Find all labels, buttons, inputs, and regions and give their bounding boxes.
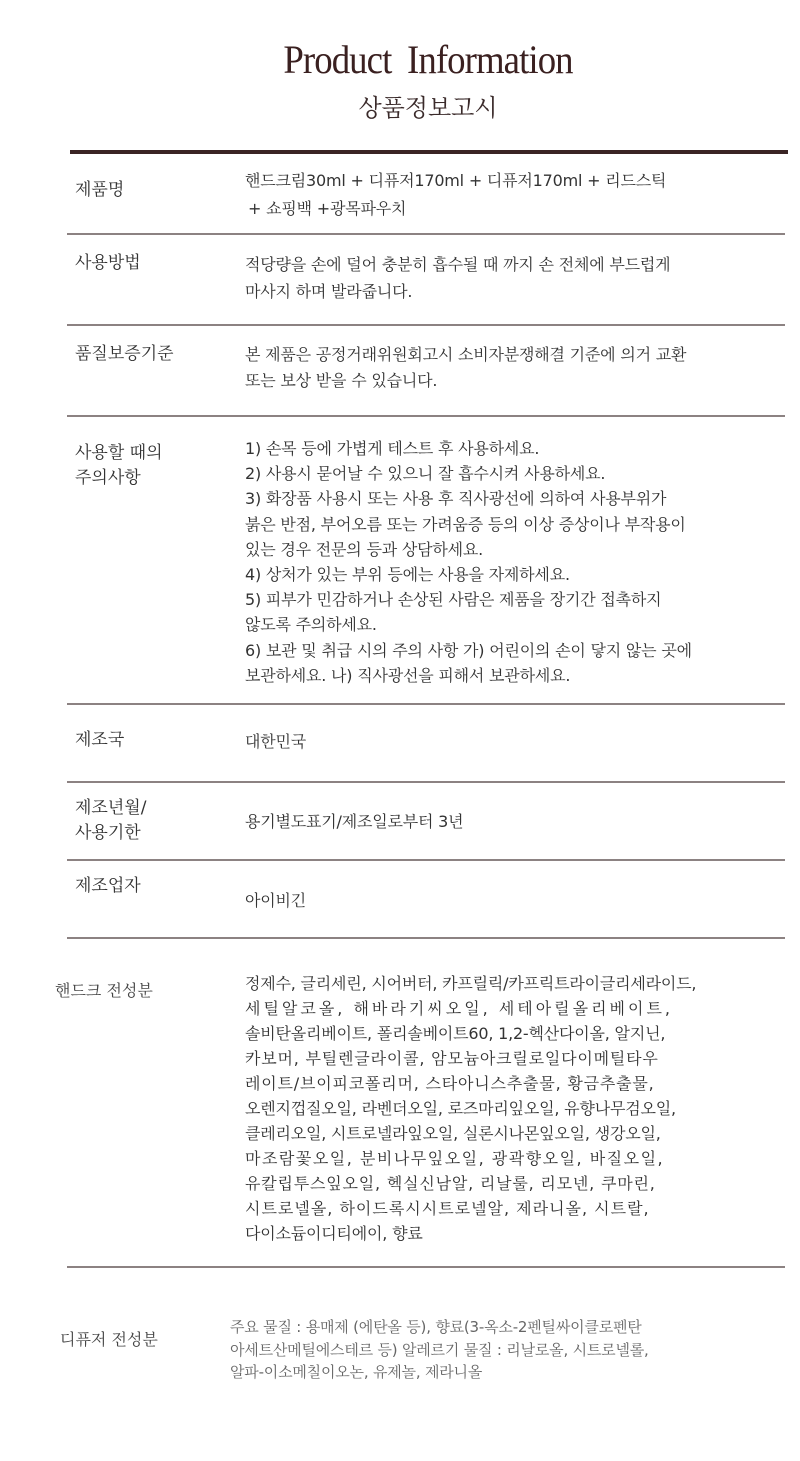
value-line: 카보머, 부틸렌글라이콜, 암모늄아크릴로일다이메틸타우 xyxy=(245,1049,659,1068)
row-value-usage xyxy=(245,252,670,304)
label-line: 사용할 때의 xyxy=(75,443,163,463)
value-line: 아이비긴 xyxy=(245,891,307,910)
row-value-country xyxy=(245,729,306,754)
value-line: 4) 상처가 있는 부위 등에는 사용을 자제하세요. xyxy=(245,565,570,585)
value-line: 않도록 주의하세요. xyxy=(245,615,377,635)
row-label-diffuser-ingredients xyxy=(60,1327,158,1352)
label-line: 핸드크 전성분 xyxy=(55,981,153,1000)
label-line: 품질보증기준 xyxy=(75,344,174,364)
value-line: 본 제품은 공정거래위원회고시 소비자분쟁해결 기준에 의거 교환 xyxy=(245,345,687,364)
label-line: 디퓨저 전성분 xyxy=(60,1330,158,1349)
row-label-cautions xyxy=(75,441,163,491)
row-divider xyxy=(67,324,785,326)
value-line: 용기별도표기/제조일로부터 3년 xyxy=(245,812,464,831)
page-subtitle: 상품정보고시 xyxy=(358,94,498,122)
value-line: 주요 물질 : 용매제 (에탄올 등), 향료(3-옥소-2펜틸싸이클로펜탄 xyxy=(230,1318,642,1336)
row-value-expiry xyxy=(245,809,463,834)
row-label-expiry xyxy=(75,796,146,846)
page-title: Product Information xyxy=(283,37,573,82)
label-line: 제품명 xyxy=(75,180,125,200)
value-line: 또는 보상 받을 수 있습니다. xyxy=(245,371,438,391)
value-line: 마조람꽃오일, 분비나무잎오일, 광곽향오일, 바질오일, xyxy=(245,1149,665,1168)
value-line: 시트로넬올, 하이드록시시트로넬알, 제라니올, 시트랄, xyxy=(245,1199,650,1218)
row-divider xyxy=(67,233,785,235)
value-line: 유칼립투스잎오일, 헥실신남알, 리날룰, 리모넨, 쿠마린, xyxy=(245,1174,656,1193)
value-line: 핸드크림30ml + 디퓨저170ml + 디퓨저170ml + 리드스틱 xyxy=(245,171,667,190)
value-line: 다이소듐이디티에이, 향료 xyxy=(245,1224,423,1243)
value-line: 마사지 하며 발라줍니다. xyxy=(245,282,413,302)
row-label-usage xyxy=(75,251,141,276)
value-line: 있는 경우 전문의 등과 상담하세요. xyxy=(245,539,484,559)
value-line: 1) 손목 등에 가볍게 테스트 후 사용하세요. xyxy=(245,439,540,458)
row-label-handcream-ingredients xyxy=(55,978,153,1003)
value-line: 6) 보관 및 취급 시의 주의 사항 가) 어린이의 손이 닿지 않는 곳에 xyxy=(245,640,692,660)
label-line: 제조년월/ xyxy=(75,798,147,818)
value-line: 5) 피부가 민감하거나 손상된 사람은 제품을 장기간 접촉하지 xyxy=(245,590,662,610)
row-label-country xyxy=(75,728,124,753)
label-line: 사용방법 xyxy=(75,253,141,273)
value-line: 레이트/브이피코폴리머, 스타아니스추출물, 황금추출물, xyxy=(245,1074,655,1093)
value-line: 아세트산메틸에스테르 등) 알레르기 물질 : 리날로올, 시트로넬롤, xyxy=(230,1340,649,1359)
row-divider xyxy=(67,781,785,783)
value-line: 세틸알코올, 해바라기씨오일, 세테아릴올리베이트, xyxy=(245,999,674,1018)
row-label-product-name xyxy=(75,178,124,203)
value-line: 2) 사용시 묻어날 수 있으니 잘 흡수시켜 사용하세요. xyxy=(245,464,606,484)
value-line: 3) 화장품 사용시 또는 사용 후 직사광선에 의하여 사용부위가 xyxy=(245,489,667,509)
label-line: 주의사항 xyxy=(75,468,141,488)
label-line: 제조업자 xyxy=(75,876,141,896)
value-line: 클레리오일, 시트로넬라잎오일, 실론시나몬잎오일, 생강오일, xyxy=(245,1124,661,1143)
label-line: 사용기한 xyxy=(75,823,141,843)
row-value-handcream-ingredients xyxy=(245,971,696,1246)
value-line: 솔비탄올리베이트, 폴리솔베이트60, 1,2-헥산다이올, 알지닌, xyxy=(245,1024,666,1043)
label-line: 제조국 xyxy=(75,730,125,750)
row-divider xyxy=(67,937,785,939)
value-line: 알파-이소메칠이오논, 유제놀, 제라니올 xyxy=(230,1363,483,1381)
row-value-diffuser-ingredients xyxy=(230,1316,649,1384)
header-divider xyxy=(70,150,788,154)
value-line: 적당량을 손에 덜어 충분히 흡수될 때 까지 손 전체에 부드럽게 xyxy=(245,255,671,274)
row-value-cautions xyxy=(245,436,692,688)
value-line: 대한민국 xyxy=(245,732,307,751)
row-divider xyxy=(67,703,785,705)
row-value-quality xyxy=(245,342,686,393)
row-label-quality xyxy=(75,342,174,367)
row-label-manufacturer xyxy=(75,874,141,899)
value-line: 붉은 반점, 부어오름 또는 가려움증 등의 이상 증상이나 부작용이 xyxy=(245,514,686,534)
row-value-product-name xyxy=(245,168,666,221)
row-divider xyxy=(67,415,785,417)
value-line: 보관하세요. 나) 직사광선을 피해서 보관하세요. xyxy=(245,665,571,685)
row-divider xyxy=(67,1266,785,1268)
row-divider xyxy=(67,859,785,861)
value-line: + 쇼핑백 +광목파우치 xyxy=(248,199,407,219)
row-value-manufacturer xyxy=(245,888,306,913)
value-line: 정제수, 글리세린, 시어버터, 카프릴릭/카프릭트라이글리세라이드, xyxy=(245,974,697,993)
value-line: 오렌지껍질오일, 라벤더오일, 로즈마리잎오일, 유향나무검오일, xyxy=(245,1099,676,1118)
